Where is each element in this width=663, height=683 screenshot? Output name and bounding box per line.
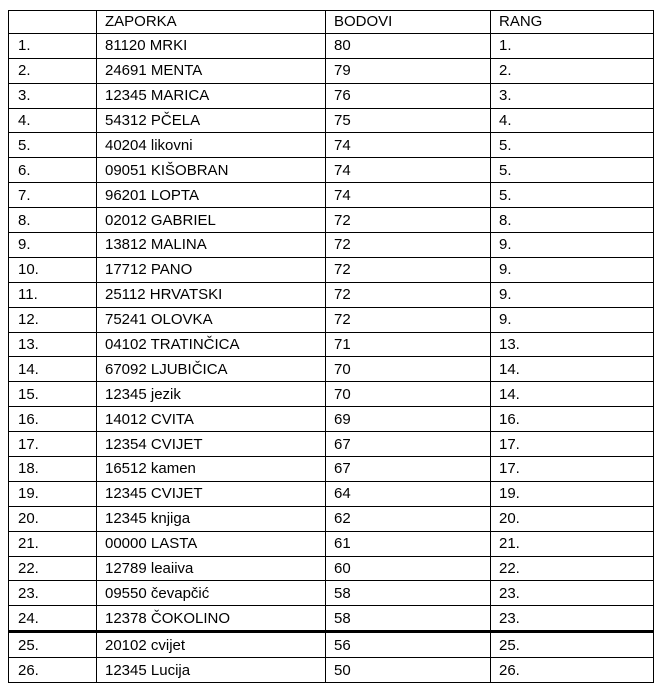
table-row	[9, 581, 654, 606]
cell-zaporka: 16512 kamen	[97, 457, 326, 482]
cell-bodovi: 72	[326, 307, 491, 332]
table-row	[9, 357, 654, 382]
table-row	[9, 257, 654, 282]
cell-num: 11.	[9, 282, 97, 307]
cell-bodovi: 72	[326, 282, 491, 307]
table-row	[9, 457, 654, 482]
cell-bodovi: 58	[326, 606, 491, 632]
cell-num: 17.	[9, 432, 97, 457]
table-header	[9, 11, 654, 34]
table-row	[9, 556, 654, 581]
cell-num: 25.	[9, 632, 97, 658]
cell-rang: 9.	[491, 233, 654, 258]
cell-num: 3.	[9, 83, 97, 108]
cell-num: 9.	[9, 233, 97, 258]
cell-zaporka: 12354 CVIJET	[97, 432, 326, 457]
cell-rang: 9.	[491, 282, 654, 307]
cell-zaporka: 67092 LJUBIČICA	[97, 357, 326, 382]
cell-rang: 2.	[491, 58, 654, 83]
cell-zaporka: 24691 MENTA	[97, 58, 326, 83]
table-row	[9, 606, 654, 632]
cell-bodovi: 67	[326, 457, 491, 482]
table-row	[9, 183, 654, 208]
table-row	[9, 208, 654, 233]
table-row	[9, 282, 654, 307]
cell-zaporka: 09550 čevapčić	[97, 581, 326, 606]
cell-rang: 20.	[491, 506, 654, 531]
cell-rang: 5.	[491, 133, 654, 158]
cell-rang: 1.	[491, 33, 654, 58]
cell-bodovi: 72	[326, 257, 491, 282]
cell-rang: 14.	[491, 382, 654, 407]
cell-num: 4.	[9, 108, 97, 133]
table-row	[9, 58, 654, 83]
cell-rang: 9.	[491, 307, 654, 332]
cell-zaporka: 12345 MARICA	[97, 83, 326, 108]
cell-rang: 26.	[491, 658, 654, 683]
cell-num: 5.	[9, 133, 97, 158]
cell-rang: 17.	[491, 457, 654, 482]
cell-num: 23.	[9, 581, 97, 606]
cell-bodovi: 70	[326, 382, 491, 407]
cell-rang: 4.	[491, 108, 654, 133]
cell-bodovi: 74	[326, 158, 491, 183]
cell-zaporka: 40204 likovni	[97, 133, 326, 158]
cell-num: 26.	[9, 658, 97, 683]
cell-bodovi: 71	[326, 332, 491, 357]
cell-num: 19.	[9, 481, 97, 506]
cell-zaporka: 54312 PČELA	[97, 108, 326, 133]
table-row	[9, 481, 654, 506]
cell-bodovi: 69	[326, 407, 491, 432]
cell-zaporka: 09051 KIŠOBRAN	[97, 158, 326, 183]
cell-zaporka: 25112 HRVATSKI	[97, 282, 326, 307]
cell-bodovi: 56	[326, 632, 491, 658]
table-row	[9, 407, 654, 432]
cell-zaporka: 17712 PANO	[97, 257, 326, 282]
cell-bodovi: 72	[326, 233, 491, 258]
cell-bodovi: 58	[326, 581, 491, 606]
cell-num: 1.	[9, 33, 97, 58]
cell-num: 21.	[9, 531, 97, 556]
table-row	[9, 432, 654, 457]
cell-zaporka: 13812 MALINA	[97, 233, 326, 258]
cell-zaporka: 04102 TRATINČICA	[97, 332, 326, 357]
table-row	[9, 233, 654, 258]
cell-num: 24.	[9, 606, 97, 632]
cell-zaporka: 12345 jezik	[97, 382, 326, 407]
table-row	[9, 83, 654, 108]
table-row	[9, 307, 654, 332]
table-row	[9, 506, 654, 531]
cell-bodovi: 79	[326, 58, 491, 83]
cell-num: 6.	[9, 158, 97, 183]
cell-num: 7.	[9, 183, 97, 208]
cell-num: 8.	[9, 208, 97, 233]
cell-zaporka: 00000 LASTA	[97, 531, 326, 556]
cell-rang: 16.	[491, 407, 654, 432]
table-row	[9, 133, 654, 158]
cell-rang: 9.	[491, 257, 654, 282]
header-row	[9, 11, 654, 34]
cell-rang: 25.	[491, 632, 654, 658]
cell-num: 14.	[9, 357, 97, 382]
cell-zaporka: 12789 leaiiva	[97, 556, 326, 581]
cell-bodovi: 50	[326, 658, 491, 683]
table-body	[9, 33, 654, 682]
cell-zaporka: 12345 CVIJET	[97, 481, 326, 506]
header-cell-zaporka: ZAPORKA	[97, 11, 326, 34]
cell-zaporka: 12345 knjiga	[97, 506, 326, 531]
cell-rang: 17.	[491, 432, 654, 457]
cell-zaporka: 02012 GABRIEL	[97, 208, 326, 233]
cell-rang: 8.	[491, 208, 654, 233]
cell-bodovi: 75	[326, 108, 491, 133]
cell-rang: 3.	[491, 83, 654, 108]
cell-zaporka: 12345 Lucija	[97, 658, 326, 683]
cell-num: 18.	[9, 457, 97, 482]
table-row	[9, 108, 654, 133]
cell-zaporka: 75241 OLOVKA	[97, 307, 326, 332]
cell-zaporka: 12378 ČOKOLINO	[97, 606, 326, 632]
cell-bodovi: 74	[326, 133, 491, 158]
cell-rang: 22.	[491, 556, 654, 581]
cell-num: 13.	[9, 332, 97, 357]
cell-bodovi: 61	[326, 531, 491, 556]
table-row	[9, 531, 654, 556]
cell-zaporka: 81120 MRKI	[97, 33, 326, 58]
cell-bodovi: 67	[326, 432, 491, 457]
header-cell-blank	[9, 11, 97, 34]
cell-zaporka: 20102 cvijet	[97, 632, 326, 658]
cell-rang: 23.	[491, 606, 654, 632]
cell-rang: 5.	[491, 158, 654, 183]
results-table	[8, 10, 654, 683]
cell-rang: 13.	[491, 332, 654, 357]
table-row	[9, 632, 654, 658]
table-row	[9, 33, 654, 58]
cell-bodovi: 72	[326, 208, 491, 233]
cell-rang: 23.	[491, 581, 654, 606]
cell-bodovi: 60	[326, 556, 491, 581]
cell-zaporka: 96201 LOPTA	[97, 183, 326, 208]
cell-num: 22.	[9, 556, 97, 581]
cell-num: 16.	[9, 407, 97, 432]
cell-rang: 21.	[491, 531, 654, 556]
table-row	[9, 658, 654, 683]
cell-rang: 19.	[491, 481, 654, 506]
cell-num: 12.	[9, 307, 97, 332]
cell-bodovi: 70	[326, 357, 491, 382]
cell-num: 10.	[9, 257, 97, 282]
table-row	[9, 382, 654, 407]
cell-bodovi: 62	[326, 506, 491, 531]
cell-num: 20.	[9, 506, 97, 531]
cell-rang: 5.	[491, 183, 654, 208]
cell-rang: 14.	[491, 357, 654, 382]
table-row	[9, 158, 654, 183]
header-cell-bodovi: BODOVI	[326, 11, 491, 34]
cell-num: 15.	[9, 382, 97, 407]
cell-bodovi: 80	[326, 33, 491, 58]
header-cell-rang: RANG	[491, 11, 654, 34]
cell-bodovi: 76	[326, 83, 491, 108]
cell-bodovi: 64	[326, 481, 491, 506]
cell-bodovi: 74	[326, 183, 491, 208]
table-row	[9, 332, 654, 357]
cell-num: 2.	[9, 58, 97, 83]
cell-zaporka: 14012 CVITA	[97, 407, 326, 432]
